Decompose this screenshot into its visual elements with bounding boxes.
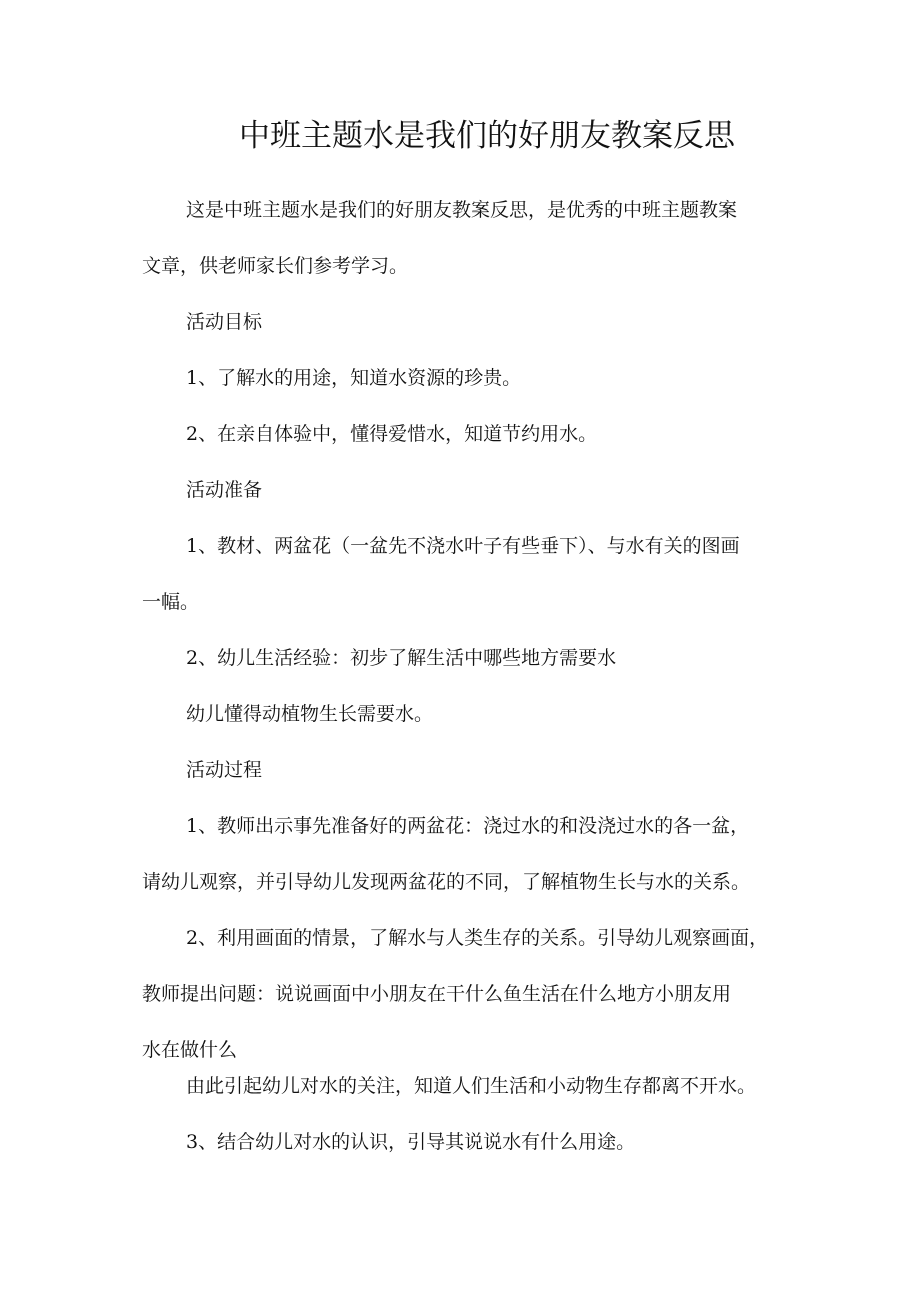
goal-item-1: 1、了解水的用途，知道水资源的珍贵。	[186, 367, 522, 389]
document-title: 中班主题水是我们的好朋友教案反思	[239, 118, 735, 154]
process-item-3: 3、结合幼儿对水的认识，引导其说说水有什么用途。	[186, 1131, 636, 1153]
section-heading-goals: 活动目标	[186, 311, 263, 333]
preparation-item-1-line-1: 1、教材、两盆花（一盆先不浇水叶子有些垂下）、与水有关的图画	[186, 535, 740, 557]
section-heading-preparation: 活动准备	[186, 479, 263, 501]
preparation-item-2: 2、幼儿生活经验：初步了解生活中哪些地方需要水	[186, 647, 617, 669]
preparation-item-1-line-2: 一幅。	[142, 591, 200, 613]
process-item-1-line-1: 1、教师出示事先准备好的两盆花：浇过水的和没浇过水的各一盆，	[186, 815, 750, 837]
section-heading-process: 活动过程	[186, 759, 263, 781]
preparation-item-2-continued: 幼儿懂得动植物生长需要水。	[186, 703, 434, 725]
process-item-2-line-1: 2、利用画面的情景，了解水与人类生存的关系。引导幼儿观察画面，	[186, 927, 769, 949]
process-item-2-line-2: 教师提出问题：说说画面中小朋友在干什么鱼生活在什么地方小朋友用	[142, 983, 732, 1005]
process-item-1-line-2: 请幼儿观察，并引导幼儿发现两盆花的不同，了解植物生长与水的关系。	[142, 871, 751, 893]
intro-line-2: 文章，供老师家长们参考学习。	[142, 255, 409, 277]
goal-item-2: 2、在亲自体验中，懂得爱惜水，知道节约用水。	[186, 423, 598, 445]
process-item-2-line-4: 由此引起幼儿对水的关注，知道人们生活和小动物生存都离不开水。	[186, 1075, 757, 1097]
process-item-2-line-3: 水在做什么	[142, 1039, 238, 1061]
intro-line-1: 这是中班主题水是我们的好朋友教案反思，是优秀的中班主题教案	[186, 199, 738, 221]
